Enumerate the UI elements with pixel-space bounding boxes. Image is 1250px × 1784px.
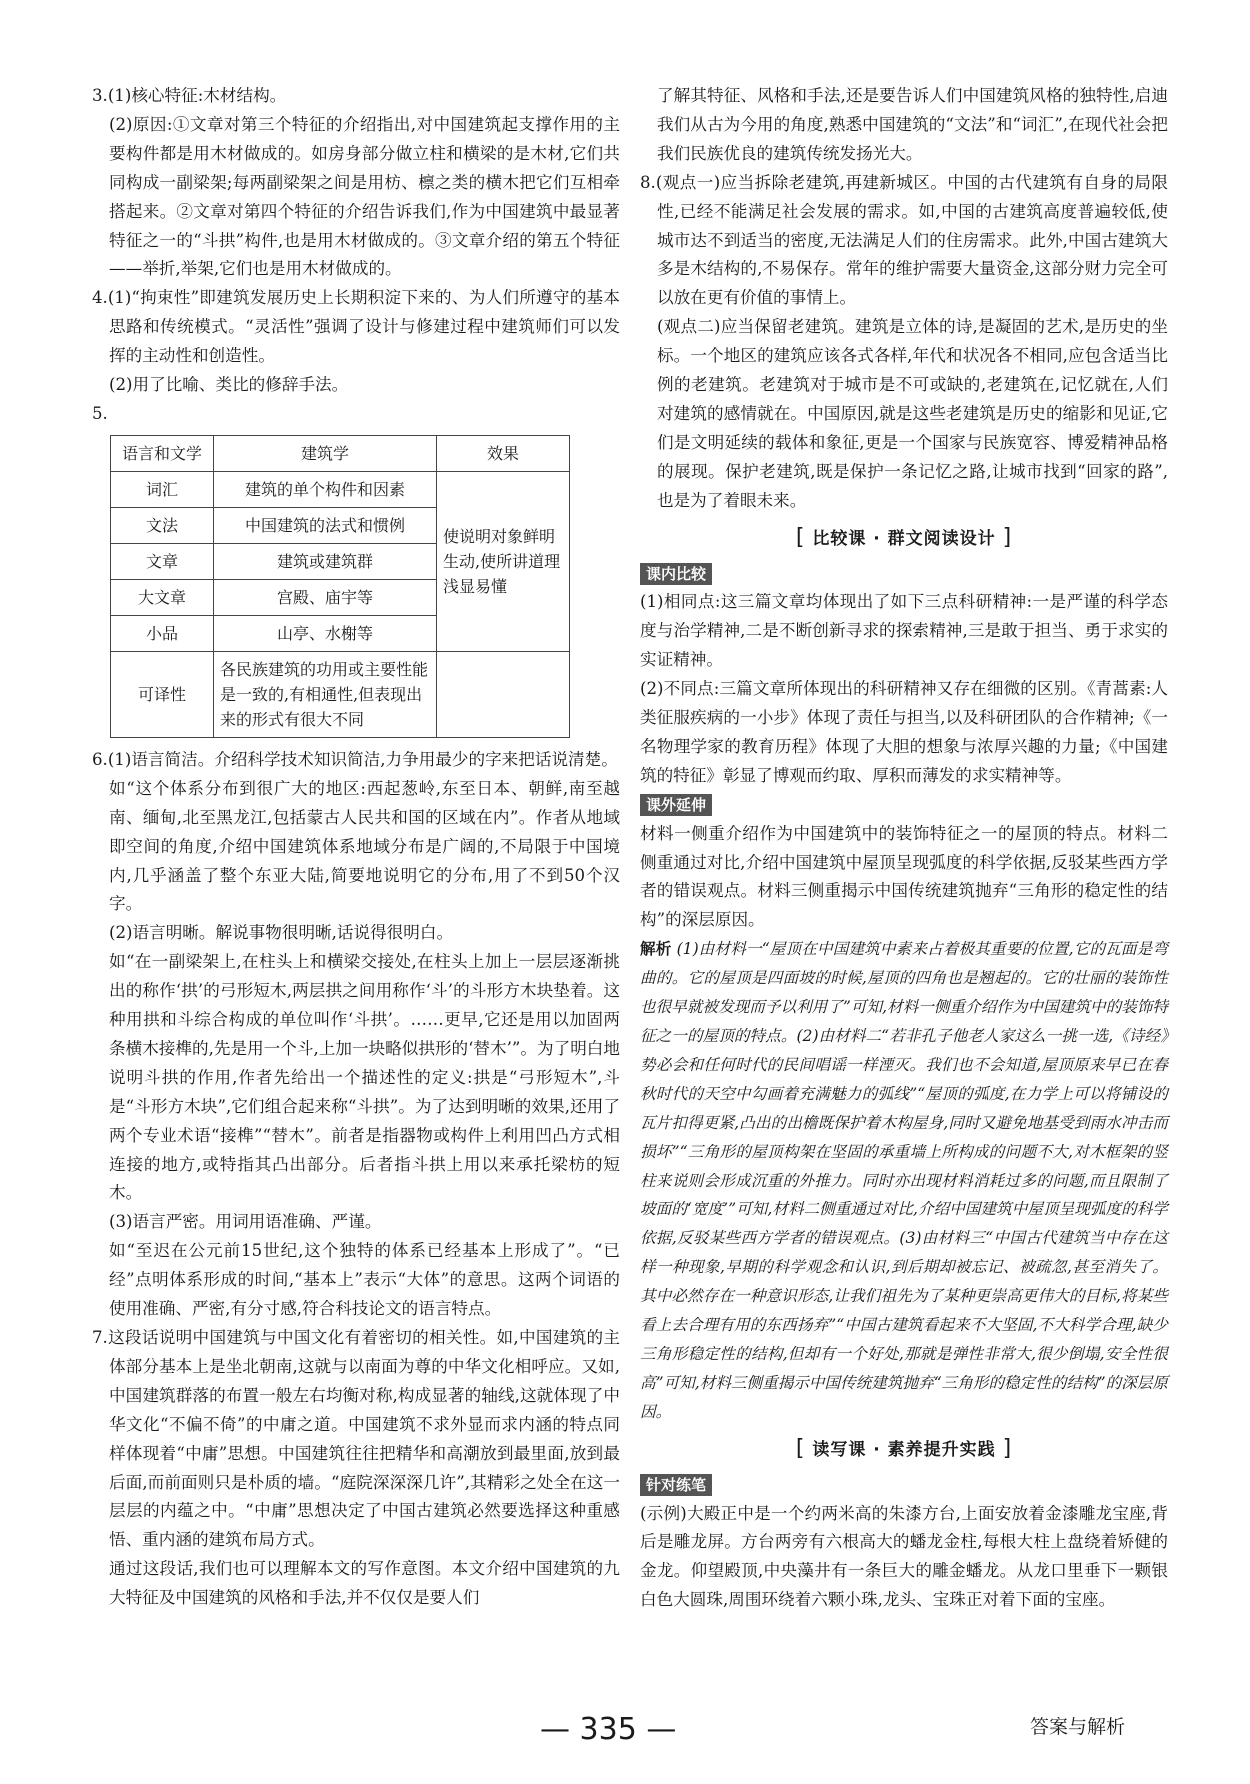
table-header-row [111, 435, 570, 471]
table-cell-empty [437, 651, 570, 737]
tag-practice [640, 1471, 1168, 1500]
section-heading-practice: [ 读写课 · 素养提升实践 ] [795, 1435, 1013, 1461]
table-cell: 大文章 [111, 579, 214, 615]
section-heading-compare: [ 比较课 · 群文阅读设计 ] [795, 524, 1013, 550]
footer-label: 答案与解析 [1030, 1716, 1126, 1738]
tag-label: 针对练笔 [640, 1474, 712, 1496]
q8-para: (观点二)应当保留老建筑。建筑是立体的诗,是凝固的艺术,是历史的坐标。一个地区的建筑应该各式各样,年代和状况各不相同,应包含适当比例的老建筑。老建筑对于城市是不可或缺的,老建筑在,记忆就在,人们对建筑的感情就在。中国原因,就是这些老建筑是历史的缩影和见证,它们是文明延续的载体和象征,更是一个国家与民族宽容、博爱精神品格的展现。保护老建筑,既是保护一条记忆之路,让城市找到“回家的路”,也是为了着眼未来。 [657, 317, 1168, 510]
comparison-table [110, 435, 570, 738]
tag-extension [640, 791, 1168, 820]
q6-para: 如“在一副梁架上,在柱头上和横梁交接处,在柱头上加上一层层逐渐挑出的称作‘拱’的弓形短木,两层拱之间用称作‘斗’的斗形方木块垫着。这种用拱和斗综合构成的单位叫作‘斗拱’。……更早,它还是用以加固两条横木接榫的,先是用一个斗,上加一块略似拱形的‘替木’”。为了明白地说明斗拱的作用,作者先给出一个描述性的定义:拱是“弓形短木”,斗是“斗形方木块”,它们组合起来称“斗拱”。为了达到明晰的效果,还用了两个专业术语“接榫”“替木”。前者是指器物或构件上利用凹凸方式相连接的地方,或特指其凸出部分。后者指斗拱上用以来承托梁枋的短木。 [109, 952, 620, 1203]
tag-label: 课外延伸 [640, 794, 712, 816]
q6-para: 如“这个体系分布到很广大的地区:西起葱岭,东至日本、朝鲜,南至越南、缅甸,北至黑龙江,包括蒙古人民共和国的区域在内”。作者从地域即空间的角度,介绍中国建筑体系地域分布是广阔的,不局限于中国境内,几乎涵盖了整个东亚大陆,简要地说明它的分布,用了不到50个汉字。 [109, 778, 620, 914]
q6-para: 6.(1)语言简洁。介绍科学技术知识简洁,力争用最少的字来把话说清楚。 [92, 749, 618, 769]
table-cell: 各民族建筑的功用或主要性能是一致的,有相通性,但表现出来的形式有很大不同 [214, 651, 437, 737]
table-cell: 山亭、水榭等 [214, 615, 437, 651]
table-cell: 建筑或建筑群 [214, 543, 437, 579]
section-heading-text: 比较课 · 群文阅读设计 [812, 528, 996, 549]
table-cell: 建筑的单个构件和因素 [214, 471, 437, 507]
table-row [111, 651, 570, 737]
page-number: — 335 — [540, 1712, 677, 1747]
tag-in-class-compare [640, 560, 1168, 589]
table-row [111, 471, 570, 507]
table-header: 语言和文学 [111, 435, 214, 471]
tag-label: 课内比较 [640, 563, 712, 585]
q4-line1: 4.(1)“拘束性”即建筑发展历史上长期积淀下来的、为人们所遵守的基本思路和传统模式。“灵活性”强调了设计与修建过程中建筑师们可以发挥的主动性和创造性。 [92, 288, 620, 366]
practice-para: (示例)大殿正中是一个约两米高的朱漆方台,上面安放着金漆雕龙宝座,背后是雕龙屏。方台两旁有六根高大的蟠龙金柱,每根大柱上盘绕着矫健的金龙。仰望殿顶,中央藻井有一条巨大的雕金蟠龙。从龙口里垂下一颗银白色大圆珠,周围环绕着六颗小珠,龙头、宝珠正对着下面的宝座。 [640, 1503, 1168, 1610]
explanation-para [640, 935, 1168, 1426]
table-cell-effect: 使说明对象鲜明生动,使所讲道理浅显易懂 [437, 471, 570, 651]
table-cell: 词汇 [111, 471, 214, 507]
q6-para: 如“至迟在公元前15世纪,这个独特的体系已经基本上形成了”。“已经”点明体系形成的时间,“基本上”表示“大体”的意思。这两个词语的使用准确、严密,有分寸感,符合科技论文的语言特点。 [109, 1241, 620, 1319]
q6-para: (2)语言明晰。解说事物很明晰,话说得很明白。 [109, 923, 454, 943]
q7-para: 7.这段话说明中国建筑与中国文化有着密切的相关性。如,中国建筑的主体部分基本上是坐北朝南,这就与以南面为尊的中华文化相呼应。又如,中国建筑群落的布置一般左右均衡对称,构成显著的轴线,这就体现了中华文化“不偏不倚”的中庸之道。中国建筑不求外显而求内涵的特点同样体现着“中庸”思想。中国建筑往往把精华和高潮放到最里面,放到最后面,而前面则只是朴质的墙。“庭院深深深几许”,其精彩之处全在这一层层的内蕴之中。“中庸”思想决定了中国古建筑必然要选择这种重感悟、重内涵的建筑布局方式。 [92, 1328, 620, 1550]
table-header: 建筑学 [214, 435, 437, 471]
q3-line2: (2)原因:①文章对第三个特征的介绍指出,对中国建筑起支撑作用的主要构件都是用木材做成的。如房身部分做立柱和横梁的是木材,它们共同构成一副梁架;每两副梁架之间是用枋、檩之类的横木把它们互相牵搭起来。②文章对第四个特征的介绍告诉我们,作为中国建筑中最显著特征之一的“斗拱”构件,也是用木材做成的。③文章介绍的第五个特征——举折,举架,它们也是用木材做成的。 [109, 114, 620, 279]
q7-continuation: 了解其特征、风格和手法,还是要告诉人们中国建筑风格的独特性,启迪我们从古为今用的角度,熟悉中国建筑的“文法”和“词汇”,在现代社会把我们民族优良的建筑传统发扬光大。 [657, 86, 1168, 163]
table-cell: 中国建筑的法式和惯例 [214, 507, 437, 543]
compare-para: (1)相同点:这三篇文章均体现出了如下三点科研精神:一是严谨的科学态度与治学精神,二是不断创新寻求的探索精神,三是敢于担当、勇于求实的实证精神。 [640, 592, 1168, 670]
table-header: 效果 [437, 435, 570, 471]
extension-para: 材料一侧重介绍作为中国建筑中的装饰特征之一的屋顶的特点。材料二侧重通过对比,介绍中国建筑中屋顶呈现弧度的科学依据,反驳某些西方学者的错误观点。材料三侧重揭示中国传统建筑抛弃“三角形的稳定性的结构”的深层原因。 [640, 823, 1168, 930]
table-cell: 文章 [111, 543, 214, 579]
section-heading-text: 读写课 · 素养提升实践 [812, 1439, 996, 1460]
q4-line2: (2)用了比喻、类比的修辞手法。 [109, 375, 349, 395]
q8-para: 8.(观点一)应当拆除老建筑,再建新城区。中国的古代建筑有自身的局限性,已经不能满足社会发展的需求。如,中国的古建筑高度普遍较低,使城市达不到适当的密度,无法满足人们的住房需求。此外,中国古建筑大多是木结构的,不易保存。常年的维护需要大量资金,这部分财力完全可以放在更有价值的事情上。 [640, 172, 1168, 308]
explanation-text: (1)由材料一“屋顶在中国建筑中素来占着极其重要的位置,它的瓦面是弯曲的。它的屋顶是四面坡的时候,屋顶的四角也是翘起的。它的壮丽的装饰性也很早就被发现而予以利用了”可知,材料一侧重介绍作为中国建筑中的装饰特征之一的屋顶的特点。(2)由材料二“若非孔子他老人家这么一挑一选,《诗经》势必会和任何时代的民间唱谣一样湮灭。我们也不会知道,屋顶原来早已在春秋时代的天空中勾画着充满魅力的弧线”“屋顶的弧度,在力学上可以将铺设的瓦片扣得更紧,凸出的出檐既保护着木构屋身,同时又避免地基受到雨水冲击而损坏”“三角形的屋顶构架在坚固的承重墙上所构成的问题不大,对木框架的竖柱来说则会形成沉重的外推力。同时亦出现材料消耗过多的问题,而且限制了坡面的‘宽度’”可知,材料二侧重通过对比,介绍中国建筑中屋顶呈现弧度的科学依据,反驳某些西方学者的错误观点。(3)由材料三“中国古代建筑当中存在这样一种现象,早期的科学观念和认识,到后期却被忘记、被疏忽,甚至消失了。其中必然存在一种意识形态,让我们祖先为了某种更崇高更伟大的目标,将某些看上去合理有用的东西扬弃”“中国古建筑看起来不大坚固,不大科学合理,缺少三角形稳定性的结构,但却有一个好处,那就是弹性非常大,很少倒塌,安全性很高”可知,材料三侧重揭示中国传统建筑抛弃“三角形的稳定性的结构”的深层原因。 [640, 940, 1168, 1421]
right-column [640, 82, 1168, 1615]
q3-line1: 3.(1)核心特征:木材结构。 [92, 86, 287, 105]
q7-para: 通过这段话,我们也可以理解本文的写作意图。本文介绍中国建筑的九大特征及中国建筑的风格和手法,并不仅仅是要人们 [109, 1559, 620, 1608]
q5-label: 5. [92, 403, 108, 423]
table-cell: 可译性 [111, 651, 214, 737]
table-cell: 宫殿、庙宇等 [214, 579, 437, 615]
left-column [92, 82, 620, 1613]
compare-para: (2)不同点:三篇文章所体现出的科研精神又存在细微的区别。《青蒿素:人类征服疾病的一小步》体现了责任与担当,以及科研团队的合作精神;《一名物理学家的教育历程》体现了大胆的想象与浓厚兴趣的力量;《中国建筑的特征》彰显了博观而约取、厚积而薄发的求实精神等。 [640, 679, 1168, 785]
table-cell: 文法 [111, 507, 214, 543]
q6-para: (3)语言严密。用词用语准确、严谨。 [109, 1212, 382, 1232]
table-cell: 小品 [111, 615, 214, 651]
explanation-label: 解析 [640, 940, 672, 959]
